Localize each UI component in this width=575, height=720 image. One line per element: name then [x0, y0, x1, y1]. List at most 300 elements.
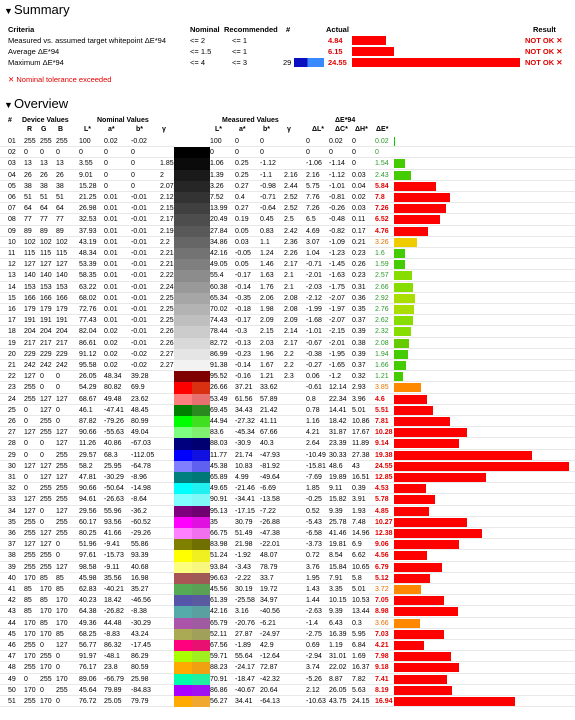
cell: 0 [104, 160, 108, 168]
cell: 2.15 [160, 205, 174, 213]
cell: 64 [40, 205, 48, 213]
nominal-swatch [174, 483, 192, 494]
cell: 0 [104, 171, 108, 179]
nominal-swatch [174, 427, 192, 438]
cell: -0.48 [329, 216, 345, 224]
actual-bar [352, 58, 520, 67]
cell: 82.04 [79, 328, 97, 336]
cell: 39.28 [131, 373, 149, 381]
cell: 90.91 [210, 496, 228, 504]
overview-row [0, 192, 575, 203]
collapse-triangle-icon[interactable]: ▼ [4, 6, 13, 16]
cell: 5.78 [375, 496, 389, 504]
delta-e-bar [394, 585, 421, 594]
delta-e-bar [394, 383, 421, 392]
col-header: L* [215, 126, 222, 133]
cell: 90.66 [79, 485, 97, 493]
cell: 38 [56, 182, 64, 190]
delta-e-bar [394, 294, 415, 303]
cell: 2.66 [375, 283, 389, 291]
cell: -25.58 [235, 597, 255, 605]
cell: 2.5 [284, 216, 294, 224]
overview-row [0, 517, 575, 528]
cell: 8.54 [329, 552, 343, 560]
cell: 24 [8, 395, 16, 403]
collapse-triangle-icon[interactable]: ▼ [4, 100, 13, 110]
cell: 0 [40, 642, 44, 649]
cell: 6.52 [375, 216, 389, 224]
cell: 55.4 [210, 272, 224, 280]
cell: 16.94 [375, 698, 393, 705]
cell: 0.83 [260, 227, 274, 235]
cell: 0.02 [104, 328, 118, 336]
cell: 1.43 [306, 586, 320, 593]
nominal-swatch [174, 293, 192, 304]
cell: 0 [260, 149, 264, 157]
cell: 2.21 [160, 250, 174, 257]
delta-e-bar [394, 350, 408, 359]
cell: 127 [40, 395, 52, 403]
cell: 53.49 [210, 395, 228, 403]
cell: 0 [306, 138, 310, 145]
summary-section-heading[interactable]: ▼Summary [4, 2, 70, 17]
group-device-values: Device Values [22, 117, 69, 124]
cell: 43.19 [79, 238, 97, 246]
cell: 56.77 [79, 642, 97, 649]
cell: -3.43 [235, 563, 251, 571]
cell: -2.75 [306, 630, 322, 638]
cell: -50.64 [104, 485, 124, 493]
delta-e-bar [394, 652, 451, 661]
col-actual: Actual [326, 25, 349, 34]
cell: 127 [24, 541, 36, 549]
cell: 51.49 [235, 530, 253, 537]
measured-swatch [192, 573, 210, 584]
nominal-swatch [174, 606, 192, 617]
cell: 20.49 [210, 216, 228, 224]
cell: -46.56 [131, 597, 151, 605]
cell: 3.26 [375, 238, 389, 246]
cell: 27.38 [352, 451, 370, 459]
delta-e-bar [394, 395, 427, 404]
cell: 85 [40, 574, 48, 582]
cell: 0.26 [352, 261, 366, 269]
nominal-swatch [174, 170, 192, 181]
cell: 204 [24, 328, 36, 336]
nominal-swatch [174, 203, 192, 214]
cell: 4.21 [375, 642, 389, 649]
cell: -0.98 [260, 182, 276, 190]
cell: 170 [56, 608, 68, 616]
cell: -0.02 [131, 138, 147, 145]
nominal-swatch [174, 147, 192, 158]
cell: 44.48 [104, 619, 122, 627]
cell: 89 [24, 227, 32, 235]
overview-row [0, 584, 575, 595]
cell: 1.63 [260, 272, 274, 280]
cell: 1.85 [306, 485, 320, 493]
cell: 0 [235, 149, 239, 157]
overview-row [0, 629, 575, 640]
cell: 255 [24, 518, 36, 526]
cell: 26.98 [79, 205, 97, 213]
cell: 51.96 [79, 541, 97, 549]
cell: 255 [24, 563, 36, 571]
cell: -6.21 [260, 619, 276, 627]
measured-swatch [192, 629, 210, 640]
cell: -30.9 [235, 440, 251, 448]
cell: -1.01 [329, 182, 345, 190]
nominal-swatch [174, 214, 192, 225]
cell: -0.01 [131, 283, 147, 291]
overview-row [0, 685, 575, 696]
col-header: ΔC* [335, 126, 348, 133]
overview-row [0, 259, 575, 270]
cell: 14.41 [329, 406, 347, 414]
cell: 8.19 [375, 686, 389, 694]
overview-row [0, 214, 575, 225]
criteria-text: Measured vs. assumed target whitepoint ΔE*94 [8, 36, 167, 45]
cell: 68.3 [104, 451, 118, 459]
measured-swatch [192, 640, 210, 651]
cell: 0 [235, 138, 239, 145]
cell: -0.01 [131, 194, 147, 201]
cell: 0 [56, 664, 60, 672]
cell: -1.65 [329, 362, 345, 369]
overview-row [0, 461, 575, 472]
delta-e-bar [394, 697, 515, 706]
cell: -42.32 [260, 675, 280, 683]
cell: 64 [24, 205, 32, 213]
cell: 2.22 [160, 272, 174, 280]
nominal-swatch [174, 438, 192, 449]
col-header: ΔH* [355, 126, 368, 133]
cell: -5.26 [306, 675, 322, 683]
measured-swatch [192, 181, 210, 192]
overview-section-heading[interactable]: ▼Overview [4, 96, 69, 111]
cell: 54.29 [79, 384, 97, 392]
cell: 40.3 [260, 440, 274, 448]
cell: 16.51 [352, 474, 370, 481]
nominal-swatch [174, 450, 192, 461]
cell: 2 [160, 171, 164, 179]
cell: 0.39 [352, 485, 366, 493]
delta-e-bar [394, 159, 405, 168]
cell: -1.75 [329, 283, 345, 291]
cell: 40.68 [131, 563, 149, 571]
delta-e-bar [394, 305, 414, 314]
cell: 3.66 [375, 619, 389, 627]
cell: 34.97 [260, 597, 278, 605]
measured-swatch [192, 338, 210, 349]
nominal-swatch [174, 136, 192, 147]
cell: 18.42 [329, 418, 347, 425]
delta-e-bar [394, 271, 412, 280]
cell: 29.57 [79, 451, 97, 459]
nominal-swatch [174, 259, 192, 270]
overview-row [0, 539, 575, 550]
measured-swatch [192, 562, 210, 573]
cell: 255 [24, 698, 36, 705]
cell: -0.14 [235, 362, 251, 369]
overview-row [0, 528, 575, 539]
cell: 255 [56, 462, 68, 470]
cell: 30.79 [235, 518, 253, 526]
cell: 34 [8, 507, 16, 515]
nominal-swatch [174, 226, 192, 237]
cell: 38 [40, 182, 48, 190]
cell: 28 [8, 440, 16, 448]
nominal-swatch [174, 662, 192, 673]
cell: 0.01 [104, 272, 118, 280]
delta-e-bar [394, 619, 420, 628]
measured-swatch [192, 226, 210, 237]
delta-e-bar [394, 540, 459, 549]
measured-swatch [192, 360, 210, 371]
cell: 86.29 [131, 653, 149, 661]
delta-e-bar [394, 193, 450, 202]
cell: 0 [352, 149, 356, 157]
cell: 37.93 [79, 227, 97, 235]
cell: 5.84 [375, 182, 389, 190]
cell: 24.15 [352, 698, 370, 705]
cell: 7.76 [306, 194, 320, 201]
cell: 0 [56, 373, 60, 381]
overview-row [0, 550, 575, 561]
cell: -1.89 [235, 642, 251, 649]
cell: 49.05 [210, 261, 228, 269]
cell: 127 [24, 496, 36, 504]
cell: 4.6 [375, 395, 385, 403]
cell: 13 [8, 272, 16, 280]
measured-swatch [192, 438, 210, 449]
cell: 10.83 [235, 462, 253, 470]
cell: 33 [8, 496, 16, 504]
cell: 0 [40, 686, 44, 694]
cell: 4.99 [235, 474, 249, 481]
cell: 43 [352, 462, 360, 470]
cell: 170 [40, 586, 52, 593]
cell: 13 [40, 160, 48, 168]
nominal-swatch [174, 405, 192, 416]
cell: 1.06 [210, 160, 224, 168]
cell: 0.78 [306, 406, 320, 414]
cell: 78.79 [260, 563, 278, 571]
cell: 2.19 [160, 227, 174, 235]
cell: 43 [8, 608, 16, 616]
cell: 27 [8, 429, 16, 437]
cell: 3.72 [375, 586, 389, 593]
measured-swatch [192, 595, 210, 606]
cell: 170 [24, 574, 36, 582]
cell: 49.36 [79, 619, 97, 627]
cell: 0.23 [352, 272, 366, 280]
cell: -40.67 [235, 686, 255, 694]
delta-e-bar [394, 607, 458, 616]
cell: 22.02 [329, 664, 347, 672]
cell: 21 [8, 362, 16, 369]
cell: 67.66 [260, 429, 278, 437]
cell: 0.01 [104, 283, 118, 291]
cell: 0 [24, 675, 28, 683]
cell: -34.41 [235, 496, 255, 504]
delta-e-bar [394, 507, 429, 516]
cell: 191 [40, 317, 52, 325]
delta-e-bar [394, 675, 447, 684]
cell: 7.48 [352, 518, 366, 526]
cell: 2.26 [160, 339, 174, 347]
cell: 2.2 [160, 238, 170, 246]
cell: -8.38 [131, 608, 147, 616]
cell: 0.52 [306, 507, 320, 515]
cell: 166 [40, 294, 52, 302]
cell: 79.79 [131, 698, 149, 705]
cell: -0.23 [235, 350, 251, 358]
cell: -1.97 [329, 306, 345, 313]
cell: 72.76 [79, 306, 97, 313]
cell: -1.68 [306, 317, 322, 325]
cell: 4.53 [375, 485, 389, 493]
cell: 0 [131, 182, 135, 190]
cell: 2.93 [352, 384, 366, 392]
cell: 55.86 [131, 541, 149, 549]
cell: 0 [79, 149, 83, 157]
cell: 242 [40, 362, 52, 369]
cell: -2.07 [329, 294, 345, 302]
cell: 25.95 [104, 462, 122, 470]
cell: 7.26 [306, 205, 320, 213]
cell: 85 [24, 608, 32, 616]
nominal-value: <= 2 [190, 36, 206, 45]
recommended-value: <= 3 [232, 58, 248, 67]
measured-swatch [192, 416, 210, 427]
cell: 33.62 [260, 384, 278, 392]
cell: 0 [375, 149, 379, 157]
cell: 98.58 [79, 563, 97, 571]
cell: 43.24 [131, 630, 149, 638]
cell: 0 [131, 160, 135, 168]
cell: 0.4 [235, 194, 245, 201]
cell: -2.63 [306, 608, 322, 616]
cell: 89.06 [79, 675, 97, 683]
cell: 166 [56, 294, 68, 302]
cell: 18.42 [104, 597, 122, 605]
cell: 0 [352, 138, 356, 145]
cell: -0.16 [235, 373, 251, 381]
cell: 0 [104, 149, 108, 157]
cell: 0 [56, 384, 60, 392]
cell: 25.05 [104, 698, 122, 705]
cell: 115 [56, 250, 68, 257]
cell: 12 [8, 261, 16, 269]
cell: -49.64 [260, 474, 280, 481]
cell: -112.05 [131, 451, 155, 459]
cell: 2.3 [284, 373, 294, 381]
nominal-swatch [174, 382, 192, 393]
cell: 1.39 [210, 171, 224, 179]
nominal-swatch [174, 618, 192, 629]
cell: 2.25 [160, 306, 174, 313]
overview-row [0, 360, 575, 371]
actual-value: 6.15 [328, 47, 343, 56]
cell: 01 [8, 138, 16, 145]
nominal-swatch [174, 651, 192, 662]
cell: 170 [40, 664, 52, 672]
cell: 0 [40, 384, 44, 392]
cell: -2.12 [306, 294, 322, 302]
delta-e-bar [394, 563, 442, 572]
cell: 0 [40, 507, 44, 515]
cell: 41 [8, 586, 16, 593]
cell: 5.75 [306, 182, 320, 190]
overview-row [0, 416, 575, 427]
cell: 0.19 [235, 216, 249, 224]
cell: 16.98 [131, 574, 149, 582]
overview-row [0, 349, 575, 360]
cell: 30.33 [329, 451, 347, 459]
cell: 2.16 [306, 171, 320, 179]
cell: 17 [8, 317, 16, 325]
cell: 255 [56, 451, 68, 459]
cell: -0.67 [306, 339, 322, 347]
cell: -60.52 [131, 518, 151, 526]
cell: 0.05 [235, 261, 249, 269]
cell: 6.43 [329, 619, 343, 627]
cell: 0 [56, 406, 60, 414]
cell: 255 [40, 675, 52, 683]
cell: 42.16 [210, 608, 228, 616]
cell: 170 [56, 597, 68, 605]
cell: 2.08 [284, 306, 298, 313]
cell: 67.56 [210, 642, 228, 649]
cell: 55.96 [104, 507, 122, 515]
cell: 0 [24, 149, 28, 157]
cell: -8.64 [131, 496, 147, 504]
cell: 4.76 [375, 227, 389, 235]
delta-e-bar [394, 663, 459, 672]
cell: 229 [40, 350, 52, 358]
cell: 7.52 [210, 194, 224, 201]
cell: 217 [24, 339, 36, 347]
cell: 77 [24, 216, 32, 224]
cell: -40.56 [260, 608, 280, 616]
cell: 19.81 [329, 541, 347, 549]
cell: 85 [40, 597, 48, 605]
cell: -1.2 [329, 373, 342, 381]
delta-e-bar [394, 171, 411, 180]
cell: 19.89 [329, 474, 347, 481]
cell: 2.2 [284, 362, 294, 369]
cell: 26.05 [329, 686, 347, 694]
cell: 23.39 [329, 440, 347, 448]
overview-row [0, 371, 575, 382]
cell: 2.52 [284, 194, 298, 201]
cell: 0.39 [352, 350, 366, 358]
cell: 2.25 [160, 317, 174, 325]
cell: 96.63 [210, 574, 228, 582]
cell: 65.79 [210, 619, 228, 627]
cell: 127 [40, 406, 52, 414]
cell: 0.03 [235, 238, 249, 246]
cell: 21.98 [235, 541, 253, 549]
cell: 6.62 [352, 552, 366, 560]
measured-swatch [192, 606, 210, 617]
cell: -1.92 [235, 552, 251, 560]
delta-e-bar [394, 227, 428, 236]
cell: 25.98 [131, 675, 149, 683]
cell: 22.34 [329, 395, 347, 403]
cell: 34.41 [235, 698, 253, 705]
